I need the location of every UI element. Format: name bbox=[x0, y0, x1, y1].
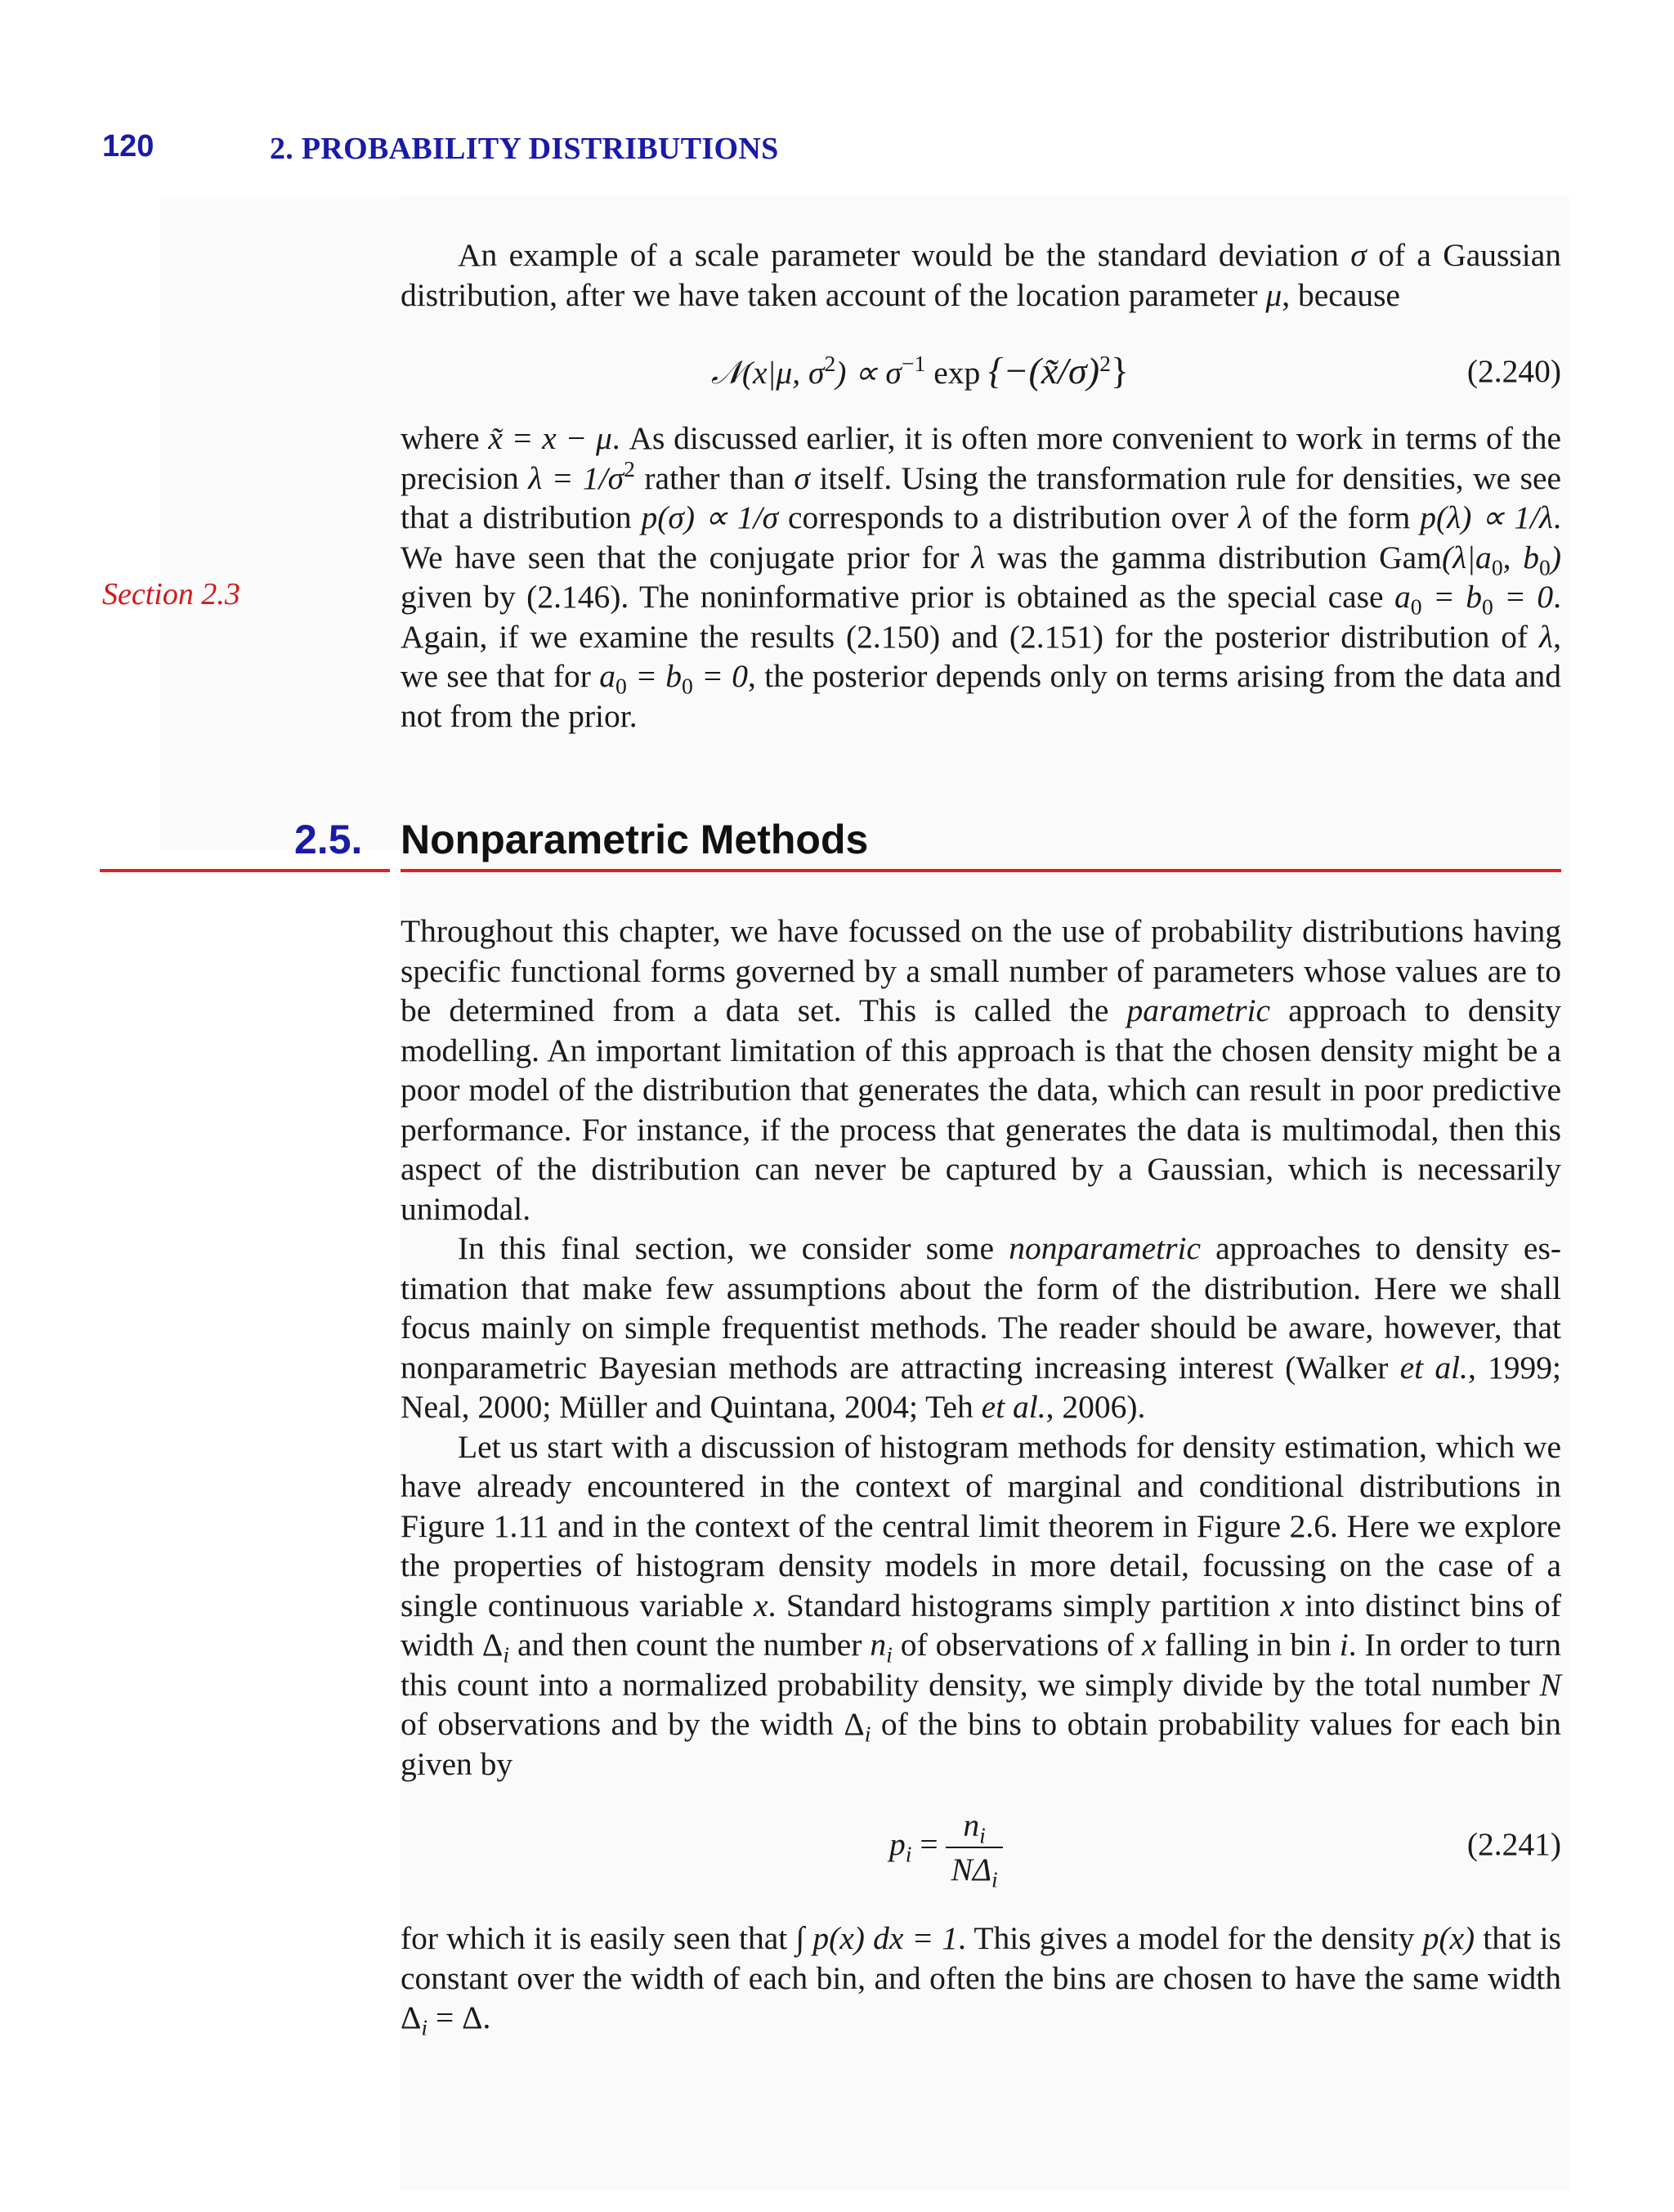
paragraph-histogram: Let us start with a discussion of histogram methods for density estimation, which we have already encountered in the context of marginal and conditional distributions in Figure 1.11 and in the context of the central limit theorem in Figure 2.6. Here we explore the properties of histogram density models in more detail, focussing on the case of a single continuous variable x. Standard histograms simply partition x into distinct bins of width $\Delta_i$ and then count the number $n_i$ of observations of x falling in bin i. In order to turn this count into a normalized probability density, we simply divide by the total number N of observations and by the width $\Delta_i$ of the bins to obtain probability values for each bin given by bbox=[401, 1428, 1562, 1782]
section-rule-left bbox=[100, 869, 390, 872]
equation-2-240 bbox=[401, 347, 1561, 396]
equation-number: (2.241) bbox=[1466, 1826, 1561, 1862]
paragraph-precision-prior: where x̃ = x − μ. As discussed earlier, it is often more convenient to work in terms of the precision $\lambda = 1/\sigma^2$ rather than σ itself. Using the transformation rule for densities, we see that a distribution p(σ) ∝ 1/σ corresponds to a distribution over λ of the form p(λ) ∝ 1/λ. We have seen that the conjugate prior for λ was the gamma distribution $Gam(\lambda|a_0$, $b_0$) given by (2.146). The noninformative prior is obtained as the special case $a_0 = b_0 = 0$. Again, if we examine the results (2.150) and (2.151) for the posterior distribution of λ, we see that for $a_0 = b_0 = 0$, the posterior depends only on terms arising from the data and not from the prior. bbox=[401, 420, 1562, 734]
equation-number: (2.240) bbox=[1466, 353, 1561, 389]
margin-background-panel bbox=[159, 196, 401, 850]
paragraph-scale-parameter: An example of a scale parameter would be the standard deviation σ of a Gaussian distribution, after we have taken account of the location parameter μ, because bbox=[401, 237, 1562, 313]
paragraph-nonparametric: In this final section, we consider some nonparametric approaches to density estimation that make few assumptions about the form of the distribution. Here we shall focus mainly on simple frequentist methods. The reader should be aware, however, that nonparametric Bayesian methods are attracting increasing interest (Walker et al., 1999; Neal, 2000; Müller and Quintana, 2004; Teh et al., 2006). bbox=[401, 1230, 1561, 1425]
equation-2-240-body: 𝒩(x|μ, $\sigma^2) \propto \sigma^{-1}$ exp {−(x̃/σ)$^2$} bbox=[711, 350, 1129, 392]
running-head: 2. PROBABILITY DISTRIBUTIONS bbox=[270, 132, 779, 166]
equation-2-241-body: $p_i$ = $\frac{n_i}{N\Delta_i}$ bbox=[889, 1795, 1003, 1893]
paragraph-normalization: for which it is easily seen that ∫ p(x) dx = 1. This gives a model for the density p(x) that is constant over the width of each bin, and often the bins are chosen to have the same width $\Delta_i = \Delta$. bbox=[401, 1920, 1562, 2040]
paragraph-parametric: Throughout this chapter, we have focussed on the use of probability distributions having specific functional forms governed by a small number of parameters whose values are to be determined from a data set. This is called the parametric approach to density modelling. An important limitation of this approach is that the chosen density might be a poor model of the distribution that generates the data, which can result in poor predictive performance. For instance, if the process that generates the data is multimodal, then this aspect of the distribution can never be captured by a Gaussian, which is necessarily unimodal. bbox=[401, 913, 1562, 1227]
page-number: 120 bbox=[102, 129, 154, 163]
equation-2-241 bbox=[401, 1795, 1561, 1893]
section-title: Nonparametric Methods bbox=[401, 817, 869, 862]
margin-note-section-ref[interactable]: Section 2.3 bbox=[102, 577, 240, 611]
fraction: $\frac{n_i}{N\Delta_i}$ bbox=[946, 1804, 1002, 1891]
section-body bbox=[401, 911, 1561, 1784]
section-number: 2.5. bbox=[294, 817, 363, 862]
section-rule-right bbox=[401, 869, 1561, 872]
